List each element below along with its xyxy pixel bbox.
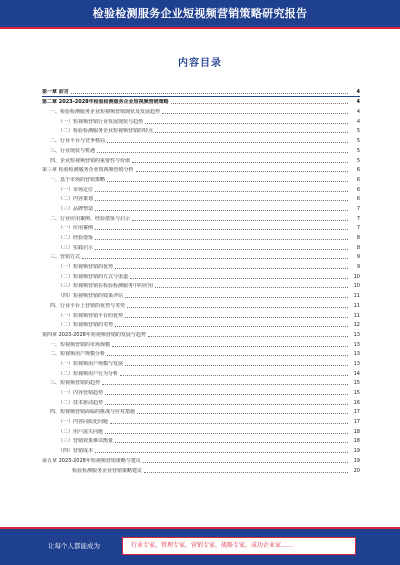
toc-entry-page: 11 xyxy=(353,293,360,300)
toc-entry-page: 14 xyxy=(353,370,360,377)
toc-entry-label: （一）短视频营销行业发展现状与趋势 xyxy=(58,118,144,125)
toc-leader-dots xyxy=(71,92,348,94)
toc-entry-label: （三）营销效果难以衡量 xyxy=(58,438,114,445)
toc-entry[interactable] xyxy=(42,194,360,204)
toc-entry-page: 5 xyxy=(356,147,360,154)
toc-entry-label: （四）营销成本 xyxy=(58,448,94,455)
toc-entry[interactable] xyxy=(42,116,360,126)
toc-leader-dots xyxy=(148,335,348,337)
toc-entry-label: 三、营销方式 xyxy=(50,254,81,261)
toc-entry[interactable] xyxy=(42,271,360,281)
toc-entry-label: 一、短视频营销的市场规模 xyxy=(50,341,111,348)
toc-entry-label: （二）短视频营销的劣势 xyxy=(58,322,114,329)
toc-leader-dots xyxy=(127,306,348,308)
toc-entry-page: 7 xyxy=(356,205,360,212)
toc-entry-label: （三）品牌塑造 xyxy=(58,205,94,212)
toc-entry-page: 17 xyxy=(353,419,360,426)
report-title: 检验检测服务企业短视频营销策略研究报告 xyxy=(92,7,308,20)
toc-entry-page: 6 xyxy=(356,167,360,174)
toc-leader-dots xyxy=(125,316,348,318)
toc-entry[interactable] xyxy=(42,184,360,194)
toc-entry-page: 18 xyxy=(353,428,360,435)
toc-entry[interactable] xyxy=(42,339,360,349)
toc-leader-dots xyxy=(162,112,348,114)
toc-leader-dots xyxy=(107,354,348,356)
toc-entry-page: 4 xyxy=(356,109,360,116)
toc-entry-label: （一）内容营销趋势 xyxy=(58,390,104,396)
toc-entry-page: 5 xyxy=(356,157,360,164)
toc-entry[interactable] xyxy=(42,320,360,330)
toc-leader-dots xyxy=(132,219,348,221)
toc-leader-dots xyxy=(95,238,348,240)
toc-leader-dots xyxy=(115,267,348,269)
toc-entry[interactable] xyxy=(42,203,360,213)
toc-entry-label: 第四章 2023-2028年短视频营销的发展与趋势 xyxy=(42,331,146,338)
toc-entry[interactable] xyxy=(42,96,360,107)
toc-leader-dots xyxy=(132,161,348,163)
toc-entry-label: （一）短视频营销的优势 xyxy=(58,264,114,271)
toc-entry-page: 18 xyxy=(353,438,360,445)
toc-entry-label: 二、行业平台与竞争格局 xyxy=(50,138,106,145)
toc-entry-label: （二）短视频营销的方式与渠道 xyxy=(58,273,129,280)
toc-entry-label: 二、短视频用户规模分析 xyxy=(50,351,106,358)
toc-entry-page: 15 xyxy=(353,390,360,396)
toc-leader-dots xyxy=(95,228,348,230)
toc-entry[interactable] xyxy=(42,407,360,417)
toc-entry-page: 17 xyxy=(353,409,360,416)
header-accent-stripe xyxy=(0,27,400,29)
toc-leader-dots xyxy=(125,296,348,298)
toc-entry[interactable] xyxy=(42,223,360,233)
toc-entry-label: 第三章 检验检测服务企业短视频营销分析 xyxy=(42,167,134,174)
toc-entry[interactable] xyxy=(42,416,360,426)
toc-entry-page: 19 xyxy=(353,448,360,455)
toc-entry-page: 4 xyxy=(356,118,360,125)
toc-entry[interactable] xyxy=(42,232,360,242)
toc-leader-dots xyxy=(143,461,348,463)
toc-leader-dots xyxy=(97,151,348,153)
toc-entry-page: 8 xyxy=(356,244,360,251)
toc-leader-dots xyxy=(130,277,348,279)
toc-leader-dots xyxy=(112,345,348,347)
toc-leader-dots xyxy=(95,209,348,211)
toc-entry[interactable] xyxy=(42,300,360,310)
toc-entry-label: 一、检验检测服务企业短视频营销现状及发展趋势 xyxy=(50,109,161,116)
toc-entry[interactable] xyxy=(42,242,360,252)
footer-slogan: 让每个人都能成为 xyxy=(48,542,100,550)
toc-entry[interactable] xyxy=(42,436,360,446)
toc-entry[interactable] xyxy=(42,387,360,397)
toc-entry-page: 11 xyxy=(353,312,360,319)
toc-entry[interactable] xyxy=(42,368,360,378)
toc-entry[interactable] xyxy=(42,106,360,116)
toc-entry[interactable] xyxy=(42,397,360,407)
toc-title: 内容目录 xyxy=(178,58,222,69)
toc-entry-page: 8 xyxy=(356,235,360,241)
report-header xyxy=(0,0,400,27)
toc-entry-label: 第二章 2023-2028年检验检测服务企业短视频营销策略 xyxy=(42,99,169,106)
toc-entry[interactable] xyxy=(42,445,360,455)
toc-leader-dots xyxy=(110,422,348,424)
toc-leader-dots xyxy=(95,199,348,201)
toc-entry-label: 三、短视频营销的趋势 xyxy=(50,380,101,387)
toc-entry[interactable] xyxy=(42,86,360,96)
report-footer xyxy=(0,527,400,565)
toc-entry-page: 15 xyxy=(353,380,360,387)
toc-entry-page: 7 xyxy=(356,215,360,222)
toc-entry-page: 11 xyxy=(353,302,360,309)
toc-entry-label: （二）短视频用户行为分析 xyxy=(58,370,119,377)
toc-entry[interactable] xyxy=(42,155,360,165)
toc-leader-dots xyxy=(95,451,348,453)
toc-entry-label: 四、企业短视频营销的重要性与价值 xyxy=(50,157,131,164)
toc-entry[interactable] xyxy=(42,349,360,359)
toc-entry[interactable] xyxy=(42,126,360,136)
toc-entry-page: 6 xyxy=(356,186,360,193)
toc-entry-label: （一）应用案例 xyxy=(58,225,94,232)
toc-leader-dots xyxy=(105,393,348,395)
toc-leader-dots xyxy=(107,180,348,182)
toc-entry-page: 16 xyxy=(353,399,360,406)
toc-entry-page: 7 xyxy=(356,225,360,232)
toc-entry-label: （二）经验借鉴 xyxy=(58,235,94,241)
toc-entry-label: （一）短视频用户规模与发展 xyxy=(58,360,124,367)
toc-leader-dots xyxy=(171,102,348,104)
toc-entry-page: 19 xyxy=(353,457,360,464)
toc-leader-dots xyxy=(95,248,348,250)
toc-entry-page: 13 xyxy=(353,341,360,348)
toc-entry-label: 四、短视频营销面临的挑战与应对措施 xyxy=(50,409,136,416)
footer-tagline: 行业专家，管理专家，营销专家，战略专家，成功企业家…… xyxy=(131,542,294,549)
toc-leader-dots xyxy=(137,412,348,414)
toc-entry-label: 一、基于市场的营销策略 xyxy=(50,176,106,183)
toc-entry-label: 二、行业应用案例、经验借鉴与启示 xyxy=(50,215,131,222)
toc-entry-label: （二）检验检测服务企业短视频营销的特点 xyxy=(58,128,154,135)
table-of-contents xyxy=(42,86,360,520)
toc-leader-dots xyxy=(107,141,348,143)
toc-entry-page: 9 xyxy=(356,264,360,271)
toc-entry-label: （二）内容策划 xyxy=(58,196,94,203)
toc-entry-label: （一）市场定位 xyxy=(58,186,94,193)
toc-entry[interactable] xyxy=(42,213,360,223)
toc-entry-page: 5 xyxy=(356,128,360,135)
toc-leader-dots xyxy=(125,364,348,366)
toc-entry[interactable] xyxy=(42,358,360,368)
toc-entry-page: 13 xyxy=(353,351,360,358)
toc-leader-dots xyxy=(102,383,348,385)
toc-leader-dots xyxy=(120,374,348,376)
toc-leader-dots xyxy=(95,190,348,192)
toc-entry-label: （二）用户流失问题 xyxy=(58,428,104,435)
toc-entry[interactable] xyxy=(42,310,360,320)
toc-entry[interactable] xyxy=(42,465,360,475)
toc-entry-page: 4 xyxy=(356,88,360,95)
toc-entry-label: （二）技术驱动趋势 xyxy=(58,399,104,406)
footer-tagline-box xyxy=(122,537,356,555)
toc-entry-label: 第一章 前言 xyxy=(42,88,69,95)
toc-leader-dots xyxy=(105,432,348,434)
toc-entry[interactable] xyxy=(42,426,360,436)
toc-entry-label: 四、行业平台上营销的优势与劣势 xyxy=(50,302,126,309)
toc-entry[interactable] xyxy=(42,378,360,388)
toc-leader-dots xyxy=(155,286,348,288)
toc-entry[interactable] xyxy=(42,174,360,184)
toc-entry[interactable] xyxy=(42,455,360,465)
toc-entry-label: （三）短视频营销在检验检测服务中的应用 xyxy=(58,283,154,290)
toc-leader-dots xyxy=(144,471,348,473)
toc-entry-page: 10 xyxy=(353,273,360,280)
toc-leader-dots xyxy=(105,403,348,405)
toc-entry[interactable] xyxy=(42,145,360,155)
toc-leader-dots xyxy=(145,122,348,124)
toc-leader-dots xyxy=(115,441,348,443)
toc-entry[interactable] xyxy=(42,329,360,339)
toc-entry-label: （三）实践启示 xyxy=(58,244,94,251)
toc-entry-page: 6 xyxy=(356,176,360,183)
toc-entry-label: （一）短视频营销平台的优势 xyxy=(58,312,124,319)
toc-entry[interactable] xyxy=(42,165,360,175)
toc-entry[interactable] xyxy=(42,261,360,271)
toc-entry[interactable] xyxy=(42,281,360,291)
toc-entry-label: （四）短视频营销的效果评估 xyxy=(58,293,124,300)
toc-entry[interactable] xyxy=(42,290,360,300)
toc-entry-page: 5 xyxy=(356,138,360,145)
footer-accent-stripe xyxy=(0,527,400,529)
toc-entry-page: 13 xyxy=(353,331,360,338)
toc-entry[interactable] xyxy=(42,252,360,262)
toc-leader-dots xyxy=(136,170,348,172)
toc-entry-label: 检验检测服务企业营销策略建议 xyxy=(72,467,143,474)
toc-entry-page: 10 xyxy=(353,283,360,290)
toc-entry-page: 20 xyxy=(353,467,360,474)
toc-entry-page: 13 xyxy=(353,360,360,367)
toc-leader-dots xyxy=(115,325,348,327)
toc-entry-label: （一）内容同质化问题 xyxy=(58,419,109,426)
toc-entry-page: 4 xyxy=(356,99,360,106)
toc-entry-page: 6 xyxy=(356,196,360,203)
toc-leader-dots xyxy=(155,131,348,133)
toc-entry-page: 12 xyxy=(353,322,360,329)
toc-entry-page: 9 xyxy=(356,254,360,261)
toc-entry-label: 第五章 2023-2028年短视频营销策略与建议 xyxy=(42,457,141,464)
toc-entry[interactable] xyxy=(42,135,360,145)
toc-leader-dots xyxy=(82,257,348,259)
toc-entry-label: 三、行业现状与机遇 xyxy=(50,147,96,154)
